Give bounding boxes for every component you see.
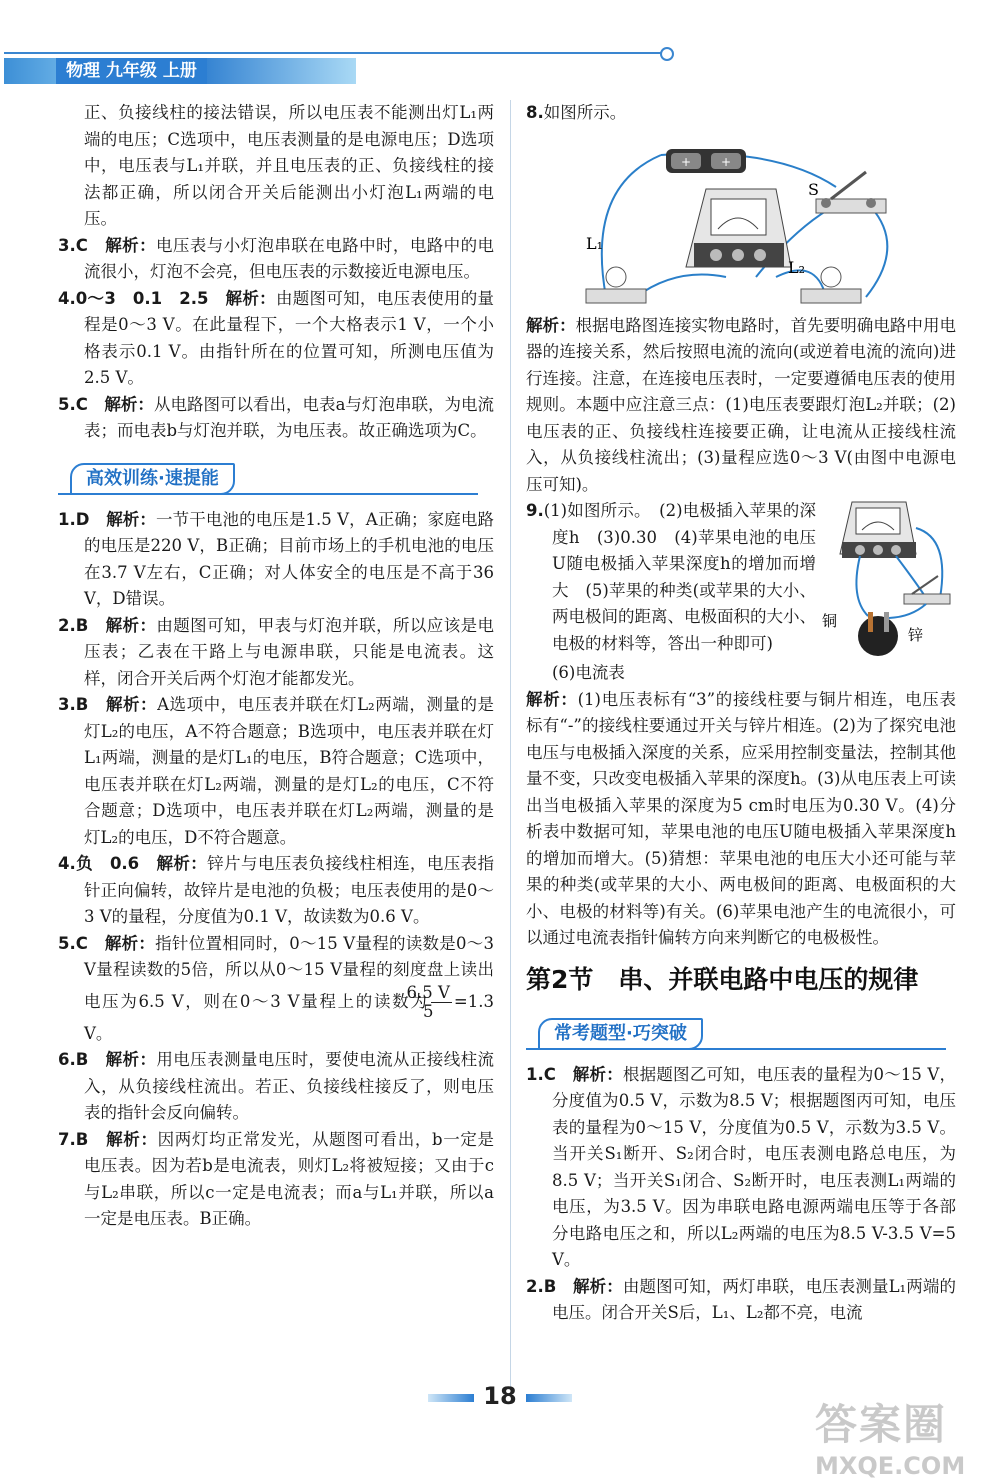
svg-text:+: + xyxy=(680,154,692,169)
answer-item: 9.(1)如图所示。 (2)电极插入苹果的深度h (3)0.30 (4)苹果电池的电压U随电极插入苹果深度h的增加而增大 (5)苹果的种类(或苹果的大小、两电极间的距离、电极面积的大小、电极的材料等，答出一种即可) xyxy=(526,501,816,653)
page-header xyxy=(0,44,1000,104)
circuit-diagram xyxy=(526,127,956,313)
left-column xyxy=(58,100,494,1233)
section-heading: 第2节 串、并联电路中电压的规律 xyxy=(526,964,919,994)
answer-item: 6.B 解析：用电压表测量电压时，要使电流从正接线柱流入，从负接线柱流出。若正、负接线柱接反了，则电压表的指针会反向偏转。 xyxy=(58,1050,495,1122)
header-dot xyxy=(660,47,674,61)
apple-battery-diagram xyxy=(820,498,956,660)
column-divider xyxy=(510,100,511,1390)
voltmeter-icon xyxy=(686,189,791,267)
copper-label: 铜 xyxy=(822,612,838,630)
answer-item: 5.C 解析：从电路图可以看出，电表a与灯泡串联，为电流表；而电表b与灯泡并联，为电压表。故正确选项为C。 xyxy=(58,394,495,440)
lamp-l1-icon xyxy=(586,267,646,303)
section-banner xyxy=(58,459,494,499)
answer-item: 7.B 解析：因两灯均正常发光，从题图可看出，b一定是电压表。因为若b是电流表，则灯L₂将被短接；又由于c与L₂串联，所以c一定是电流表；而a与L₁并联，所以a一定是电压表。B正确。 xyxy=(58,1129,495,1228)
zinc-label: 锌 xyxy=(908,626,924,644)
switch-label: S xyxy=(808,179,819,199)
answer-item: 5.C 解析：指针位置相同时，0～15 V量程的读数是0～3 V量程读数的5倍，所以从0～15 V量程的刻度盘上读出电压为6.5 V，则在0～3 V量程上的读数为 $\frac{6.5 V}{5}$ =1.3 V。 xyxy=(58,933,495,1043)
page-number: 18 xyxy=(483,1382,517,1410)
watermark xyxy=(815,1392,995,1480)
banner-label: 常考题型·巧突破 xyxy=(538,1018,703,1050)
right-column xyxy=(526,100,956,1327)
banner-label: 高效训练·速提能 xyxy=(70,463,235,495)
answer-item: 3.B 解析：A选项中，电压表并联在灯L₂两端，测量的是灯L₂的电压，A不符合题意；B选项中，电压表并联在灯L₁两端，测量的是灯L₁的电压，B符合题意；C选项中，电压表并联在灯L₂两端，测量的是灯L₂的电压，C不符合题意；D选项中，电压表并联在灯L₂两端，测量的是灯L₂的电压，D不符合题意。 xyxy=(58,695,495,847)
svg-text:+: + xyxy=(720,154,732,169)
answer-item: 2.B 解析：由题图可知，甲表与灯泡并联，所以应该是电压表；乙表在干路上与电源串联，只能是电流表。这样，闭合开关后两个灯泡才能都发光。 xyxy=(58,615,495,688)
continued-text: 正、负接线柱的接法错误，所以电压表不能测出灯L₁两端的电压；C选项中，电压表测量的是电源电压；D选项中，电压表与L₁并联，并且电压表的正、负接线柱的接法都正确，所以闭合开关后能测出小灯泡L₁两端的电压。 xyxy=(84,103,494,228)
answer-item: 4.负 0.6 解析：锌片与电压表负接线柱相连，电压表指针正向偏转，故锌片是电池的负极；电压表使用的是0～3 V的量程，分度值为0.1 V，故读数为0.6 V。 xyxy=(58,854,495,926)
answer-item: 3.C 解析：电压表与小灯泡串联在电路中时，电路中的电流很小，灯泡不会亮，但电压表的示数接近电源电压。 xyxy=(58,235,495,281)
lamp-l1-label: L₁ xyxy=(586,233,604,253)
apple-icon xyxy=(858,616,898,656)
fraction: $\frac{6.5 V}{5}$ xyxy=(406,982,450,1021)
analysis-text: 解析：(1)电压表标有“3”的接线柱要与铜片相连，电压表标有“-”的接线柱要通过开关与锌片相连。(2)为了探究电池电压与电极插入深度的关系，应采用控制变量法，控制其他量不变，只改变电极插入苹果的深度h。(3)从电压表上可读出当电极插入苹果的深度为5 cm时电压为0.30 V。(4)分析表中数据可知，苹果电池的电压U随电极插入苹果深度h的增加而增大。(5)猜想：苹果电池的电压大小还可能与苹果的种类(或苹果的大小、两电极间的距离、电极面积的大小、电极的材料等)有关。(6)苹果电池产生的电流很小，可以通过电流表指针偏转方向来判断它的电极极性。 xyxy=(526,689,956,947)
watermark-line1: 答案圈 xyxy=(815,1400,948,1449)
answer-item: 1.C 解析：根据题图乙可知，电压表的量程为0～15 V，分度值为0.5 V，示数为8.5 V；根据题图丙可知，电压表的量程为0～15 V，分度值为0.5 V，示数为3.5 V。当开关S₁断开、S₂闭合时，电压表测电路总电压，为8.5 V；当开关S₁闭合、S₂断开时，电压表测L₁两端的电压，为3.5 V。因为串联电路电源两端电压等于各部分电路电压之和，所以L₂两端的电压为8.5 V-3.5 V=5 V。 xyxy=(526,1064,957,1269)
watermark-line2: MXQE.COM xyxy=(815,1452,966,1480)
header-rule xyxy=(4,52,664,54)
answer-item: 8.如图所示。 xyxy=(526,103,627,122)
section-banner xyxy=(526,1014,956,1054)
analysis-text: 解析：根据电路图连接实物电路时，首先要明确电路中用电器的连接关系，然后按照电流的流向(或逆着电流的流向)进行连接。注意，在连接电压表时，一定要遵循电压表的使用规则。本题中应注意三点：(1)电压表要跟灯泡L₂并联；(2)电压表的正、负接线柱连接要正确，让电流从正接线柱流入，从负接线柱流出；(3)量程应选0～3 V(由图中电源电压可知)。 xyxy=(526,315,957,494)
q9-block xyxy=(526,498,956,687)
circuit-figure-8 xyxy=(526,127,956,313)
circuit-figure-9 xyxy=(820,498,956,660)
answer-item: 1.D 解析：一节干电池的电压是1.5 V，A正确；家庭电路的电压是220 V，B正确；目前市场上的手机电池的电压在3.7 V左右，C正确；对人体安全的电压是不高于36 V，D错误。 xyxy=(58,509,495,608)
answer-item: 4.0～3 0.1 2.5 解析：由题图可知，电压表使用的量程是0～3 V。在此量程下，一个大格表示1 V，一个小格表示0.1 V。由指针所在的位置可知，所测电压值为2.5 V。 xyxy=(58,288,494,387)
lamp-l2-label: L₂ xyxy=(788,257,806,277)
footer-deco-right xyxy=(526,1394,572,1402)
switch-icon xyxy=(816,172,886,213)
book-title: 物理 九年级 上册 xyxy=(56,58,207,84)
footer-deco-left xyxy=(428,1394,474,1402)
answer-tail: (6)电流表 xyxy=(552,663,625,682)
answer-item: 2.B 解析：由题图可知，两灯串联，电压表测量L₁两端的电压。闭合开关S后，L₁、L₂都不亮，电流 xyxy=(526,1276,956,1322)
battery-icon xyxy=(666,149,746,173)
